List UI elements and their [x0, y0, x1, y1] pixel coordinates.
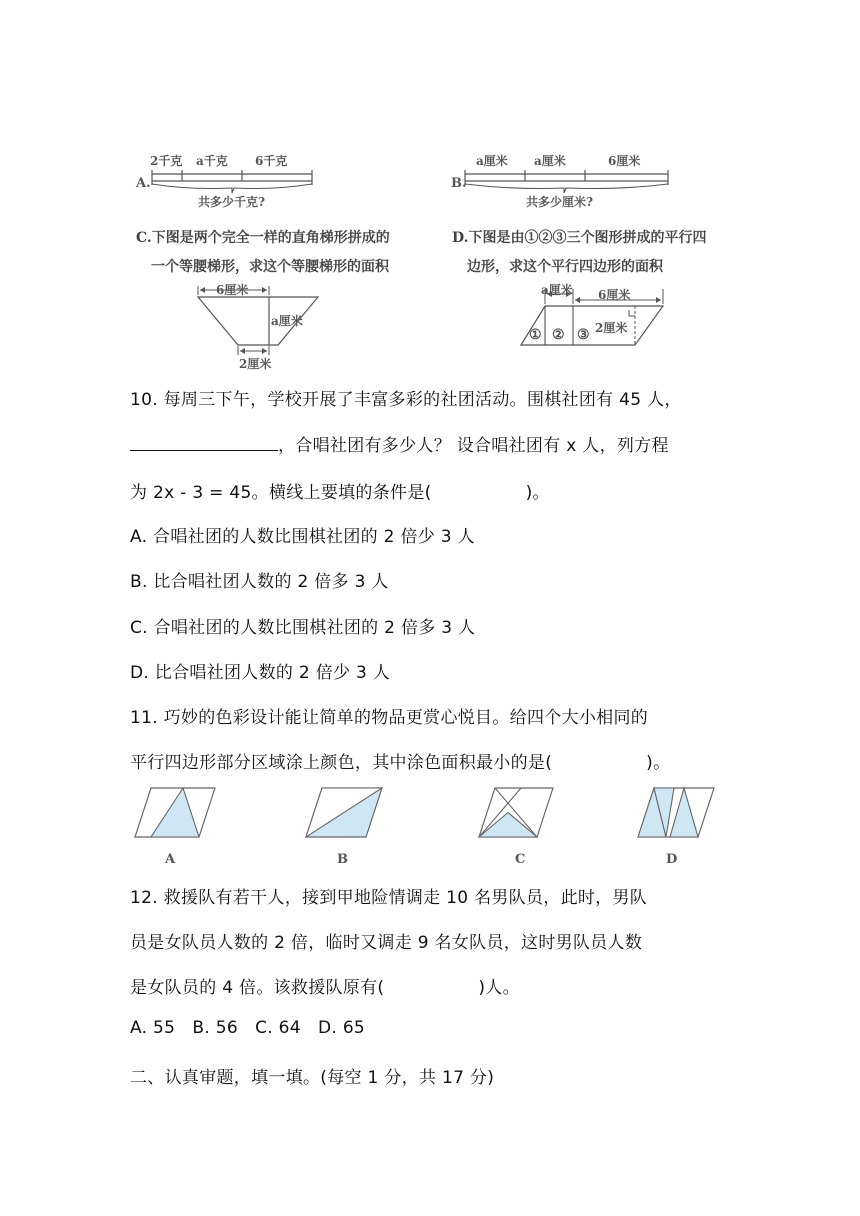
parallelogram-a — [133, 785, 218, 840]
q12-options: A. 55 B. 56 C. 64 D. 65 — [130, 1018, 366, 1038]
option-a-letter: A. — [136, 176, 151, 191]
option-b-letter: B. — [451, 176, 467, 191]
section-2-heading: 二、认真审题，填一填。(每空 1 分，共 17 分) — [130, 1068, 495, 1088]
segment-a-label-2: a千克 — [196, 154, 228, 168]
q12-line-2: 员是女队员人数的 2 倍，临时又调走 9 名女队员，这时男队员人数 — [130, 933, 643, 953]
q11-line-2-text: 平行四边形部分区域涂上颜色，其中涂色面积最小的是( — [130, 753, 553, 773]
option-c-text-1: C.下图是两个完全一样的直角梯形拼成的 — [136, 230, 390, 246]
trapezoid-top-label: 6厘米 — [216, 283, 249, 297]
trapezoid-bottom-label: 2厘米 — [239, 357, 272, 371]
q10-line-3 — [130, 478, 550, 503]
option-d-text-1: D.下图是由①②③三个图形拼成的平行四 — [452, 230, 707, 246]
q12-line-3-text: 是女队员的 4 倍。该救援队原有( — [130, 978, 385, 998]
trapezoid-side-label: a厘米 — [271, 314, 303, 328]
parallelogram-a-label: A — [165, 852, 176, 867]
parallelogram-a-label: a厘米 — [541, 283, 573, 297]
region-1-label: ① — [529, 327, 542, 343]
parallelogram-b — [304, 785, 389, 840]
parallelogram-c — [477, 785, 562, 840]
q10-option-c: C. 合唱社团的人数比围棋社团的 2 倍多 3 人 — [130, 618, 476, 638]
parallelogram-b-label: B — [337, 852, 348, 867]
q10-line-3-close: )。 — [525, 483, 550, 503]
q11-line-2-close: )。 — [646, 753, 671, 773]
q11-line-2 — [130, 748, 670, 773]
option-d-text-2: 边形，求这个平行四边形的面积 — [467, 259, 663, 275]
region-3-label: ③ — [577, 327, 590, 343]
segment-a-label-3: 6千克 — [255, 154, 288, 168]
q12-line-3-close: )人。 — [478, 978, 520, 998]
q10-line-3-text: 为 2x - 3 = 45。横线上要填的条件是( — [130, 483, 432, 503]
q10-option-d: D. 比合唱社团人数的 2 倍少 3 人 — [130, 663, 391, 683]
option-c-text-2: 一个等腰梯形，求这个等腰梯形的面积 — [151, 259, 389, 275]
q12-line-3 — [130, 973, 520, 998]
segment-b-label-2: a厘米 — [534, 154, 566, 168]
segment-b-label-3: 6厘米 — [608, 154, 641, 168]
parallelogram-6-label: 6厘米 — [598, 288, 631, 302]
q10-line-2 — [130, 431, 669, 456]
q11-line-1: 11. 巧妙的色彩设计能让简单的物品更赏心悦目。给四个大小相同的 — [130, 708, 649, 728]
parallelogram-d — [636, 785, 721, 840]
q12-line-1: 12. 救援队有若干人，接到甲地险情调走 10 名男队员，此时，男队 — [130, 888, 648, 908]
parallelogram-d-label: D — [666, 852, 678, 867]
parallelogram-c-label: C — [515, 852, 526, 867]
segment-a-question: 共多少千克? — [198, 195, 266, 209]
q10-line-1: 10. 每周三下午，学校开展了丰富多彩的社团活动。围棋社团有 45 人， — [130, 390, 682, 410]
segment-b-question: 共多少厘米? — [526, 195, 594, 209]
segment-b-label-1: a厘米 — [476, 154, 508, 168]
q10-option-a: A. 合唱社团的人数比围棋社团的 2 倍少 3 人 — [130, 527, 475, 547]
q10-line-2-text: ，合唱社团有多少人？ 设合唱社团有 x 人，列方程 — [278, 436, 669, 456]
q10-option-b: B. 比合唱社团人数的 2 倍多 3 人 — [130, 572, 389, 592]
parallelogram-height-label: 2厘米 — [595, 321, 628, 335]
segment-a-label-1: 2千克 — [150, 154, 183, 168]
q10-answer-blank[interactable] — [130, 436, 278, 451]
region-2-label: ② — [552, 327, 565, 343]
